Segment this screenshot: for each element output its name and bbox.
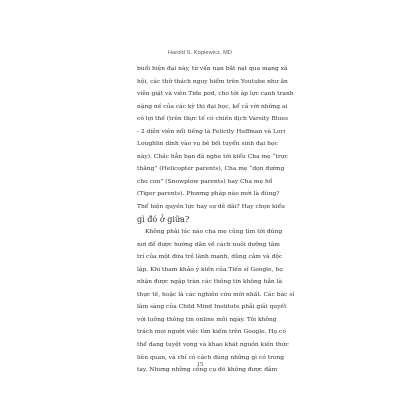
text-line: (Tiger parents). Phương pháp nào mới là đúng? (137, 190, 280, 198)
text-line: buổi hiện đại này, từ vấn nạn bắt nạt qua mạng xã (137, 65, 288, 72)
text-line: thăng” (Helicopter parents), Cha mẹ “dọn đường (137, 165, 285, 173)
text-line: nơi để được hướng dẫn về cách nuôi dưỡng tâm (137, 240, 280, 248)
text-line: lâm sàng của Child Mind Institute phải giải quyết (137, 303, 287, 311)
text-line: trách mọi người việc tìm kiếm trên Google. Họ có (137, 328, 286, 336)
paragraph-2 (137, 226, 295, 377)
text-line: nhận được ngập tràn các thông tin không hẳn là (137, 278, 283, 286)
text-line: này). Chắc hẳn bạn đã nghe tới kiểu Cha mẹ “trực (137, 152, 288, 160)
text-line: Loughlin dính vào vụ bê bối tuyển sinh đại học (137, 140, 278, 148)
paragraph-1 (137, 63, 294, 226)
text-line: với luồng thông tin online mỗi ngày. Tôi không (137, 315, 277, 323)
text-line: trí của một đứa trẻ lành mạnh, dũng cảm và độc (137, 253, 283, 261)
text-line: nặng nề của các kỳ thi đại học, kể cả với những ai (137, 102, 288, 110)
text-line: tay. Nhưng những công cụ đó không được đảm (137, 366, 278, 374)
text-line: thể đang tuyệt vọng và khao khát nguồn kiến thức (137, 341, 289, 349)
text-line: có lợi thế (trên thực tế có chiến dịch Varsity Blues (137, 115, 289, 123)
text-line: - 2 diễn viên nổi tiếng là Felicity Huffman và Lori (137, 127, 286, 135)
body-text (137, 63, 295, 377)
text-line: thực tế, hoặc là các nghiên cứu mới nhất. Các bác sĩ (137, 290, 295, 298)
text-line: Không phải lúc nào cha mẹ cũng tìm tới đúng (145, 228, 283, 236)
page-number: 15 (196, 361, 204, 368)
text-line: viên giặt và viên Tide pod, cho tới áp lực cạnh tranh (137, 90, 294, 98)
text-line: hội, các thử thách nguy hiểm trên Youtube như ăn (137, 77, 288, 85)
text-line: cho con” (Snowplow parents) hay Cha mẹ hổ (137, 177, 273, 185)
text-line: gì đó ở giữa? (137, 214, 190, 224)
running-header-author: Harold S. Koplewicz, MD (167, 50, 233, 56)
text-line: liên quan, và chỉ có cách đúng những gì có trong (137, 353, 285, 361)
text-line: lập. Khi tham khảo ý kiến của Tiến sĩ Google, họ (137, 265, 283, 273)
text-line: Thể hiện quyền lực hay sự dễ dãi? Hay chọn kiểu (137, 203, 285, 211)
